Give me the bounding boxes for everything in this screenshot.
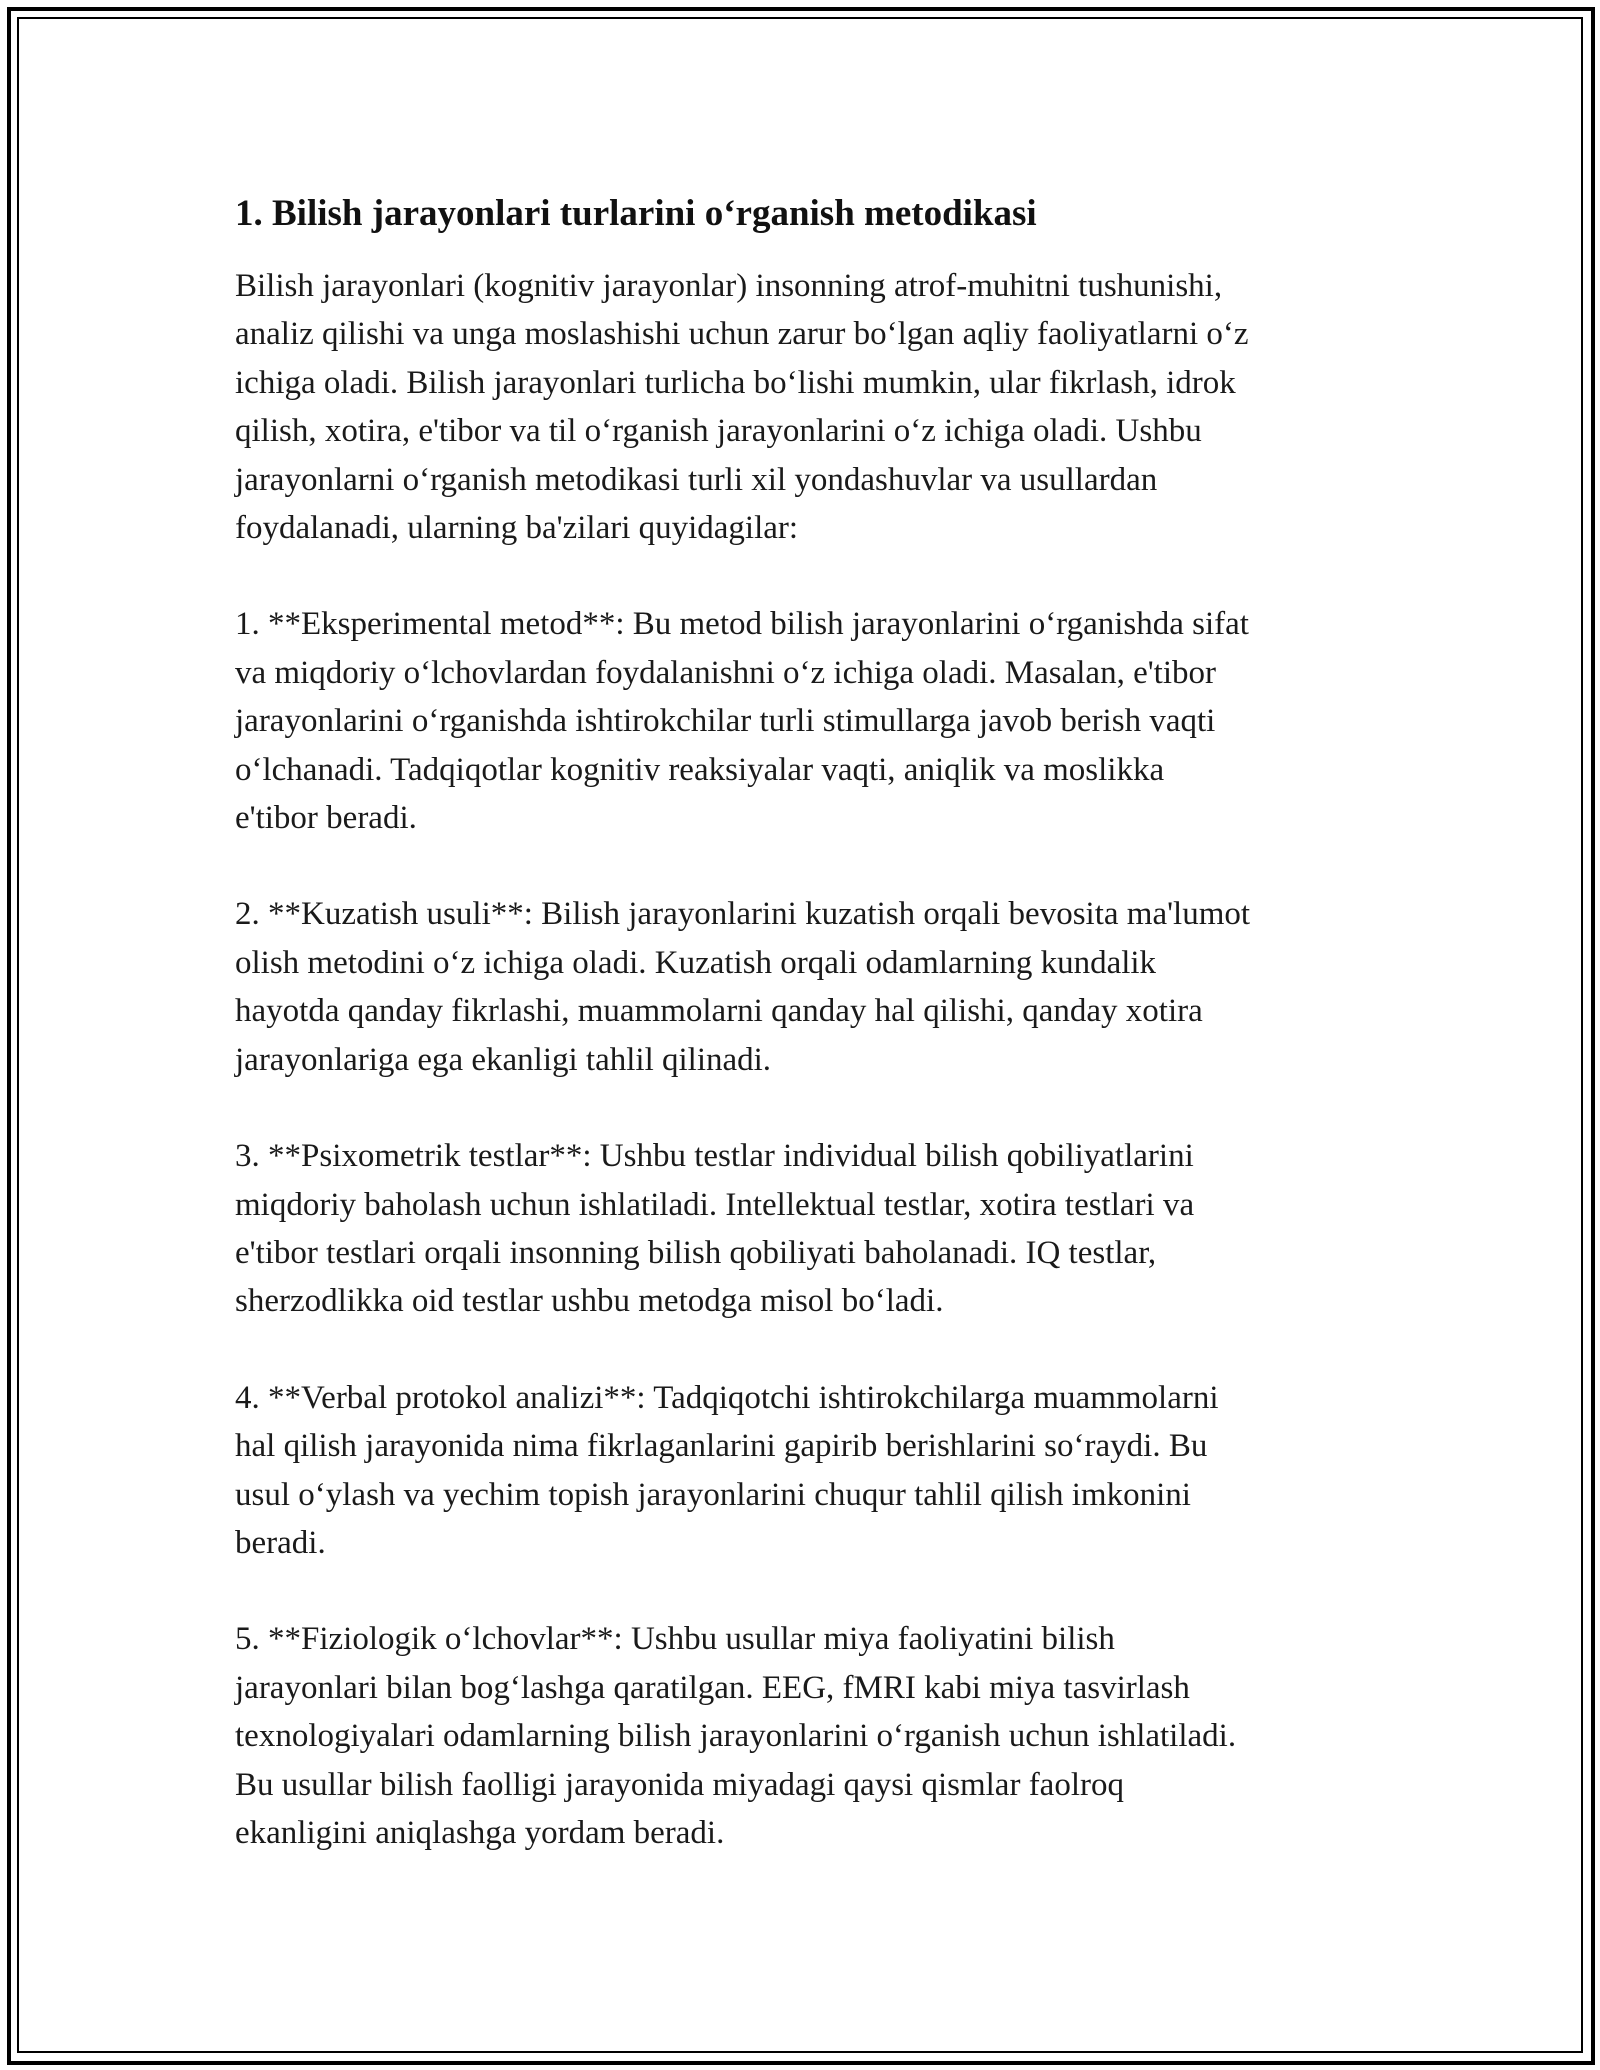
method-physiological-paragraph: 5. **Fiziologik o‘lchovlar**: Ushbu usullar miya faoliyatini bilish jarayonlari bilan bog‘lashga qaratilgan. EEG, fMRI kabi miya tasvirlash texnologiyalari odamlarning bilish jarayonlarini o‘rganish uchun ishlatiladi. Bu usullar bilish faolligi jarayonida miyadagi qaysi qismlar faolroq ekanligini aniqlashga yordam beradi. xyxy=(235,1621,1237,1851)
method-experimental-paragraph: 1. **Eksperimental metod**: Bu metod bilish jarayonlarini o‘rganishda sifat va miqdoriy o‘lchovlardan foydalanishni o‘z ichiga oladi. Masalan, e'tibor jarayonlarini o‘rganishda ishtirokchilar turli stimullarga javob berish vaqti o‘lchanadi. Tadqiqotlar kognitiv reaksiyalar vaqti, aniqlik va moslikka e'tibor beradi. xyxy=(235,606,1249,837)
method-observation-paragraph: 2. **Kuzatish usuli**: Bilish jarayonlarini kuzatish orqali bevosita ma'lumot olish metodini o‘z ichiga oladi. Kuzatish orqali odamlarning kundalik hayotda qanday fikrlashi, muammolarni qanday hal qilishi, qanday xotira jarayonlariga ega ekanligi tahlil qilinadi. xyxy=(235,896,1251,1078)
method-psychometric-paragraph: 3. **Psixometrik testlar**: Ushbu testlar individual bilish qobiliyatlarini miqdoriy baholash uchun ishlatiladi. Intellektual testlar, xotira testlari va e'tibor testlari orqali insonning bilish qobiliyati baholanadi. IQ testlar, sherzodlikka oid testlar ushbu metodga misol bo‘ladi. xyxy=(235,1138,1195,1320)
section-heading: 1. Bilish jarayonlari turlarini o‘rganish metodikasi xyxy=(235,193,1037,234)
method-verbal-protocol-paragraph: 4. **Verbal protokol analizi**: Tadqiqotchi ishtirokchilarga muammolarni hal qilish jarayonida nima fikrlaganlarini gapirib berishlarini so‘raydi. Bu usul o‘ylash va yechim topish jarayonlarini chuqur tahlil qilish imkonini beradi. xyxy=(235,1379,1219,1561)
intro-paragraph: Bilish jarayonlari (kognitiv jarayonlar) insonning atrof-muhitni tushunishi, analiz qilishi va unga moslashishi uchun zarur bo‘lgan aqliy faoliyatlarni o‘z ichiga oladi. Bilish jarayonlari turlicha bo‘lishi mumkin, ular fikrlash, idrok qilish, xotira, e'tibor va til o‘rganish jarayonlarini o‘z ichiga oladi. Ushbu jarayonlarni o‘rganish metodikasi turli xil yondashuvlar va usullardan foydalanadi, ularning ba'zilari quyidagilar: xyxy=(235,268,1249,547)
document-body xyxy=(235,186,1375,1905)
